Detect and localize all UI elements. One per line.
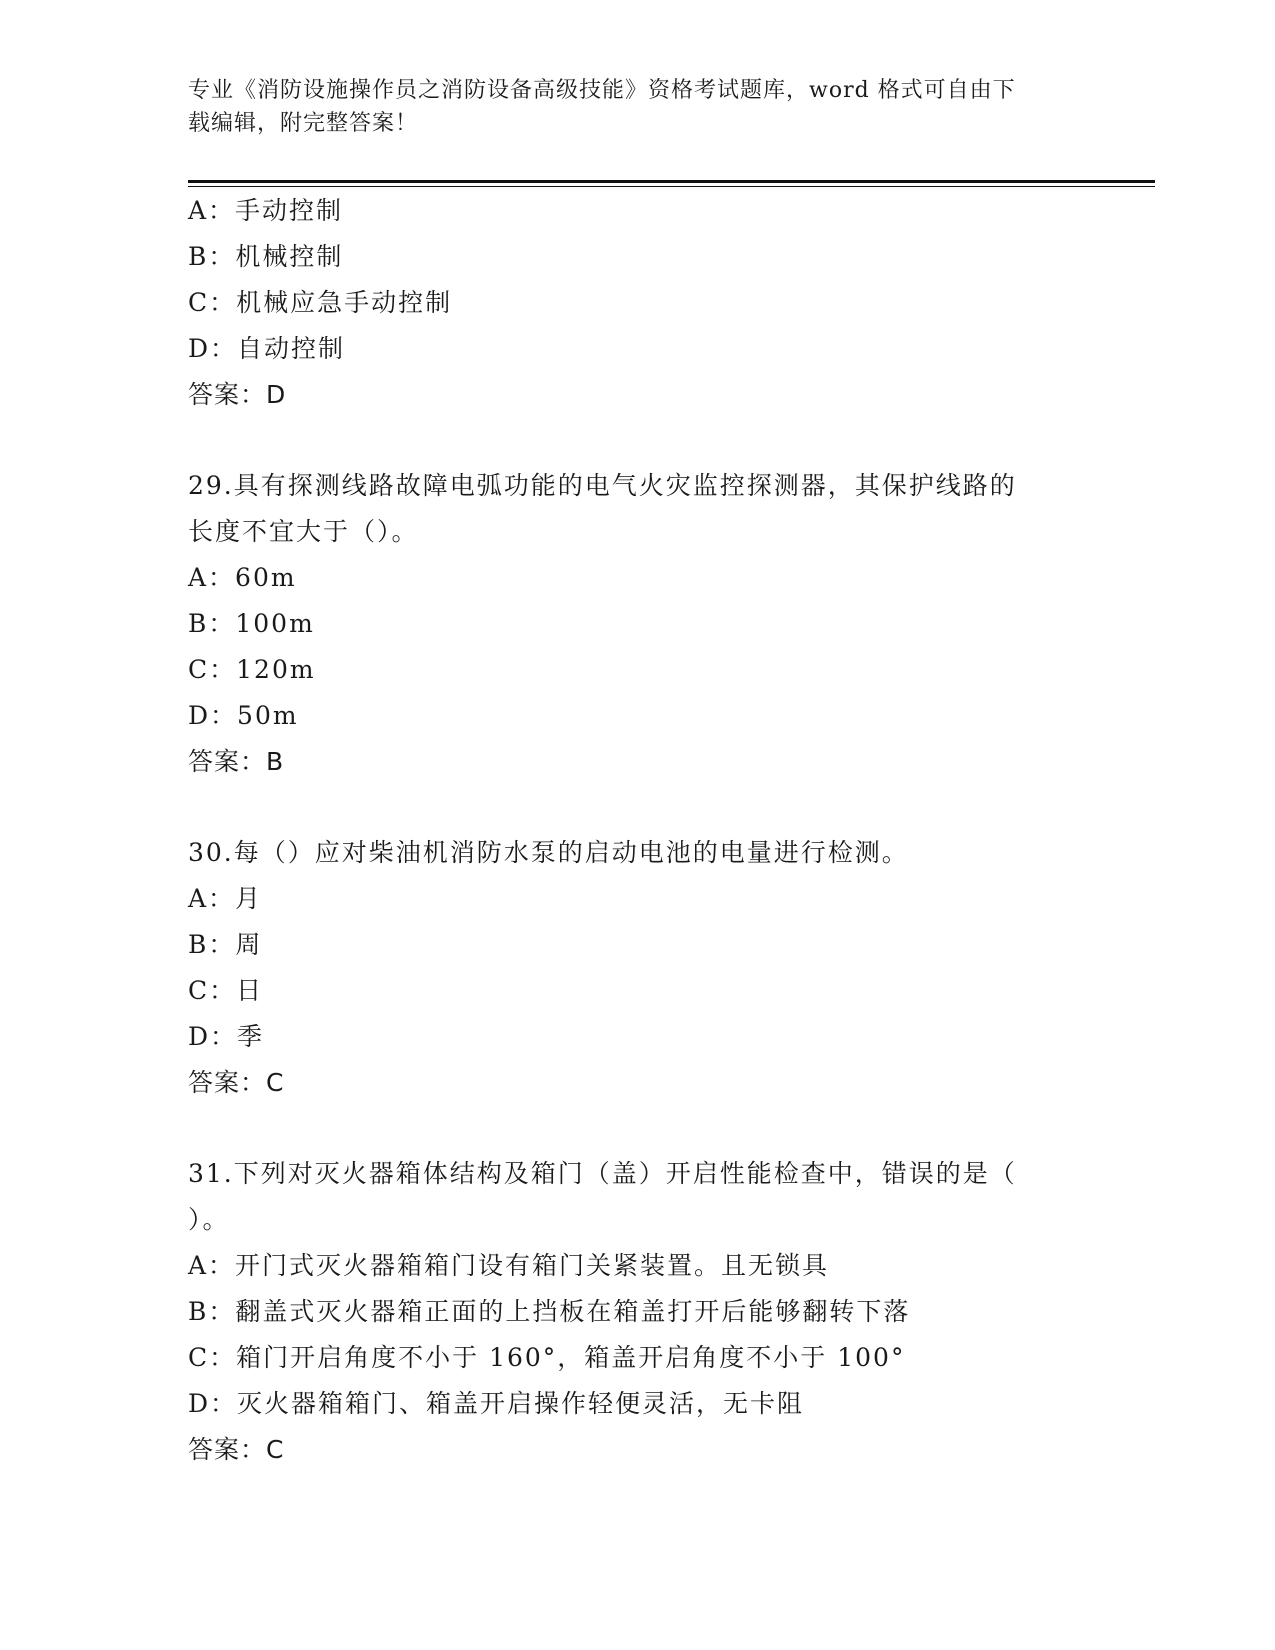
option-b: B：周 [188,930,263,959]
header-line-1: 专业《消防设施操作员之消防设备高级技能》资格考试题库，word 格式可自由下 [188,78,1016,103]
spacer [188,785,1088,830]
option-c: C：箱门开启角度不小于 160°，箱盖开启角度不小于 100° [188,1343,906,1372]
option-d: D：50m [188,701,299,730]
answer-text: 答案：C [188,1435,285,1464]
question-list [188,188,1088,1473]
document-header [188,74,1068,140]
option-d: D：灭火器箱箱门、箱盖开启操作轻便灵活，无卡阻 [188,1389,805,1418]
option-a: A：月 [188,884,263,913]
option-a: A：开门式灭火器箱箱门设有箱门关紧装置。且无锁具 [188,1251,830,1280]
answer-text: 答案：B [188,747,285,776]
option-b: B：翻盖式灭火器箱正面的上挡板在箱盖打开后能够翻转下落 [188,1297,911,1326]
option-c: C：120m [188,655,316,684]
divider-thin [188,186,1155,187]
option-a: A：手动控制 [188,196,344,225]
header-line-2: 载编辑，附完整答案！ [188,111,419,136]
question-stem: 29.具有探测线路故障电弧功能的电气火灾监控探测器，其保护线路的 [188,471,1017,500]
question-stem-continued: ）。 [188,1205,230,1234]
option-d: D：自动控制 [188,334,346,363]
option-a: A：60m [188,563,297,592]
option-d: D：季 [188,1022,265,1051]
option-c: C：机械应急手动控制 [188,288,453,317]
question-stem: 31.下列对灭火器箱体结构及箱门（盖）开启性能检查中，错误的是（ [188,1159,1017,1188]
option-c: C：日 [188,976,264,1005]
header-divider [188,180,1155,187]
answer-text: 答案：C [188,1068,285,1097]
question-30 [188,830,1088,1106]
spacer [188,418,1088,463]
spacer [188,1106,1088,1151]
option-b: B：机械控制 [188,242,344,271]
answer-text: 答案：D [188,380,287,409]
question-31 [188,1151,1088,1473]
question-stem-continued: 长度不宜大于（）。 [188,517,419,546]
question-28 [188,188,1088,418]
option-b: B：100m [188,609,315,638]
question-29 [188,463,1088,785]
question-stem: 30.每（）应对柴油机消防水泵的启动电池的电量进行检测。 [188,838,909,867]
divider-thick [188,180,1155,183]
